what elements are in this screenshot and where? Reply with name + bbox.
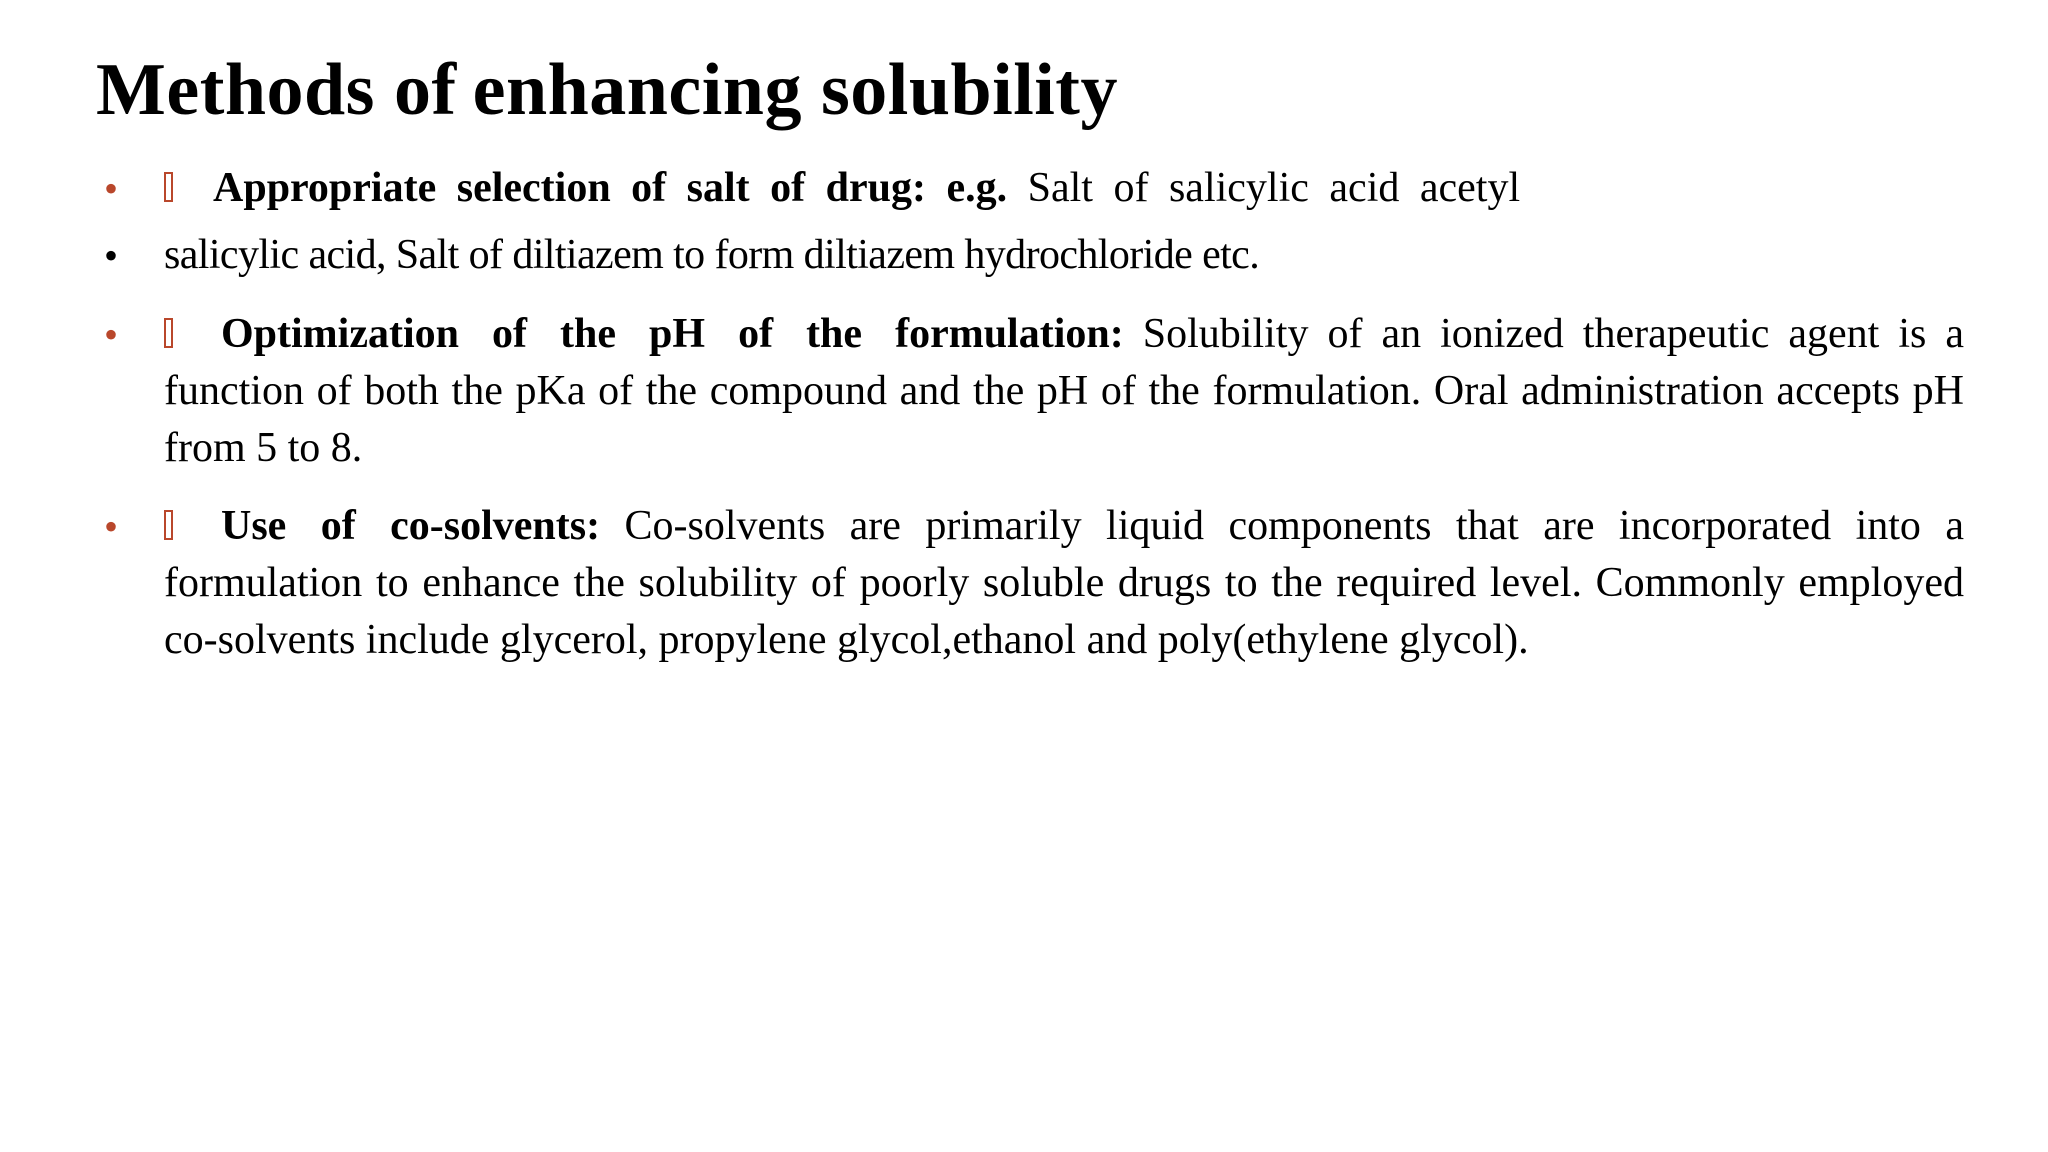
bullet-body: salicylic acid, Salt of diltiazem to form diltiazem hydrochloride etc.	[164, 232, 1260, 278]
bullet-text	[164, 227, 1964, 284]
bullet-text	[164, 498, 1964, 669]
bullet-dot-icon: •	[104, 166, 119, 211]
slide-title-part2: enhancing solubility	[472, 49, 1118, 131]
bullet-dot-icon: •	[104, 504, 119, 549]
bullet-text	[164, 160, 1964, 217]
slide-title-part1: Methods of	[96, 49, 457, 131]
bullet-dot-icon: •	[104, 312, 119, 357]
checkbox-square-icon	[164, 318, 173, 348]
bullet-lead: Optimization of the pH of the formulation:	[221, 311, 1124, 357]
bullet-body: Salt of salicylic acid acetyl	[1007, 165, 1521, 211]
bullet-body: Solubility of an ionized therapeutic agent is a function of both the pKa of the compound and the pH of the formulation. Oral administration accepts pH from 5 to 8.	[164, 311, 1965, 471]
checkbox-square-icon	[164, 510, 173, 540]
bullet-body: Co-solvents are primarily liquid components that are incorporated into a formulation to enhance the solubility of poorly soluble drugs to the required level. Commonly employed co-solvents include glycerol, propylene glycol,ethanol and poly(ethylene glycol).	[164, 503, 1964, 663]
bullet-lead: Use of co-solvents:	[221, 503, 601, 549]
bullet-text	[164, 306, 1964, 477]
bullet-dot-icon: •	[104, 233, 119, 278]
slide-title	[96, 48, 1118, 132]
checkbox-square-icon	[164, 172, 173, 202]
bullet-lead: Appropriate selection of salt of drug: e.g.	[213, 165, 1008, 211]
